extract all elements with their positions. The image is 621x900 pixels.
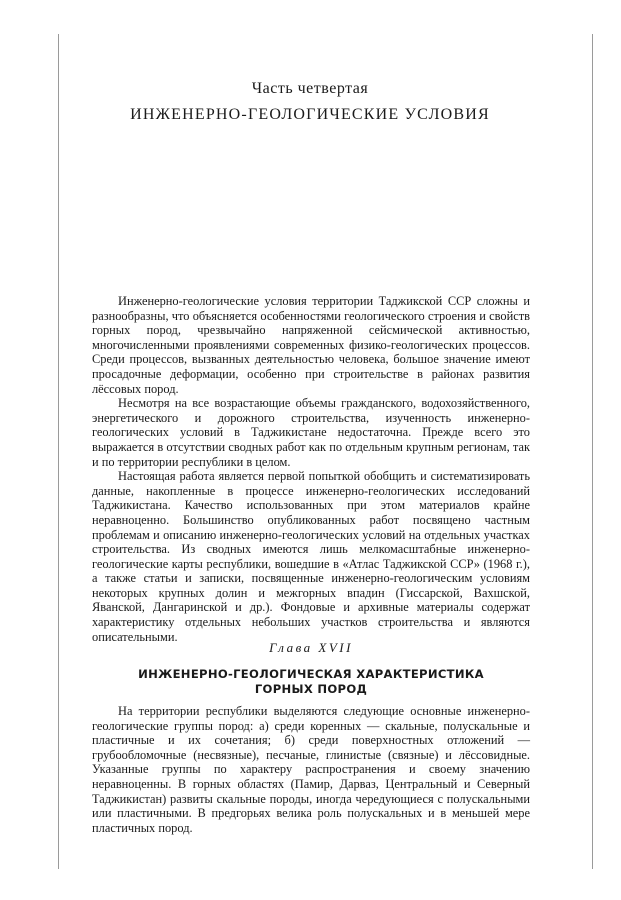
chapter-label: Глава XVII (269, 640, 353, 655)
chapter-title-line: ИНЖЕНЕРНО-ГЕОЛОГИЧЕСКАЯ ХАРАКТЕРИСТИКА (138, 667, 484, 681)
intro-paragraph: Инженерно-геологические условия территории Таджикской ССР сложны и разнообразны, что объясняется особенностями геологического строения и свойств горных пород, чрезвычайно напряженной сейсмической активностью, многочисленными проявлениями современных физико-геологических процессов. Среди процессов, вызванных деятельностью человека, большое значение имеют просадочные деформации, особенно при строительстве в районах развития лёссовых пород. (92, 294, 530, 396)
part-title: ИНЖЕНЕРНО-ГЕОЛОГИЧЕСКИЕ УСЛОВИЯ (130, 106, 490, 123)
chapter-title (92, 667, 530, 697)
page-left-border (58, 34, 59, 869)
intro-paragraph: Настоящая работа является первой попыткой обобщить и систематизировать данные, накопленные в процессе инженерно-геологических исследований Таджикистана. Качество использованных при этом материалов крайне неравноценно. Большинство опубликованных работ посвящено частным проблемам и описанию инженерно-геологических условий на отдельных участках строительства. Из сводных имеются лишь мелкомасштабные инженерно-геологические карты республики, вошедшие в «Атлас Таджикской ССР» (1968 г.), а также статьи и записки, посвященные инженерно-геологическим условиям некоторых крупных долин и межгорных впадин (Гиссарской, Вахшской, Яванской, Дангаринской и др.). Фондовые и архивные материалы содержат характеристику отдельных небольших участков строительства и являются описательными. (92, 469, 530, 644)
chapter-paragraph: На территории республики выделяются следующие основные инженерно-геологические группы пород: а) среди коренных — скальные, полускальные и пластичные и их сочетания; б) среди поверхностных отложений — грубообломочные (несвязные), песчаные, глинистые (связные) и лёссовидные. Указанные группы по характеру распространения и своему значению неравноценны. В горных областях (Памир, Дарваз, Центральный и Северный Таджикистан) развиты скальные породы, иногда чередующиеся с полускальными или пластичными. В предгорьях велика роль полускальных и в меньшей мере пластичных пород. (92, 704, 530, 835)
chapter-body (92, 704, 530, 835)
part-label: Часть четвертая (251, 80, 369, 97)
chapter-title-line: ГОРНЫХ ПОРОД (254, 682, 368, 696)
intro-paragraph: Несмотря на все возрастающие объемы гражданского, водохозяйственного, энергетического и дорожного строительства, изученность инженерно-геологических условий в Таджикистане недостаточна. Прежде всего это выражается в отсутствии сводных работ как по отдельным крупным регионам, так и по территории республики в целом. (92, 396, 530, 469)
page-right-border (592, 34, 593, 869)
intro-section (92, 294, 530, 644)
